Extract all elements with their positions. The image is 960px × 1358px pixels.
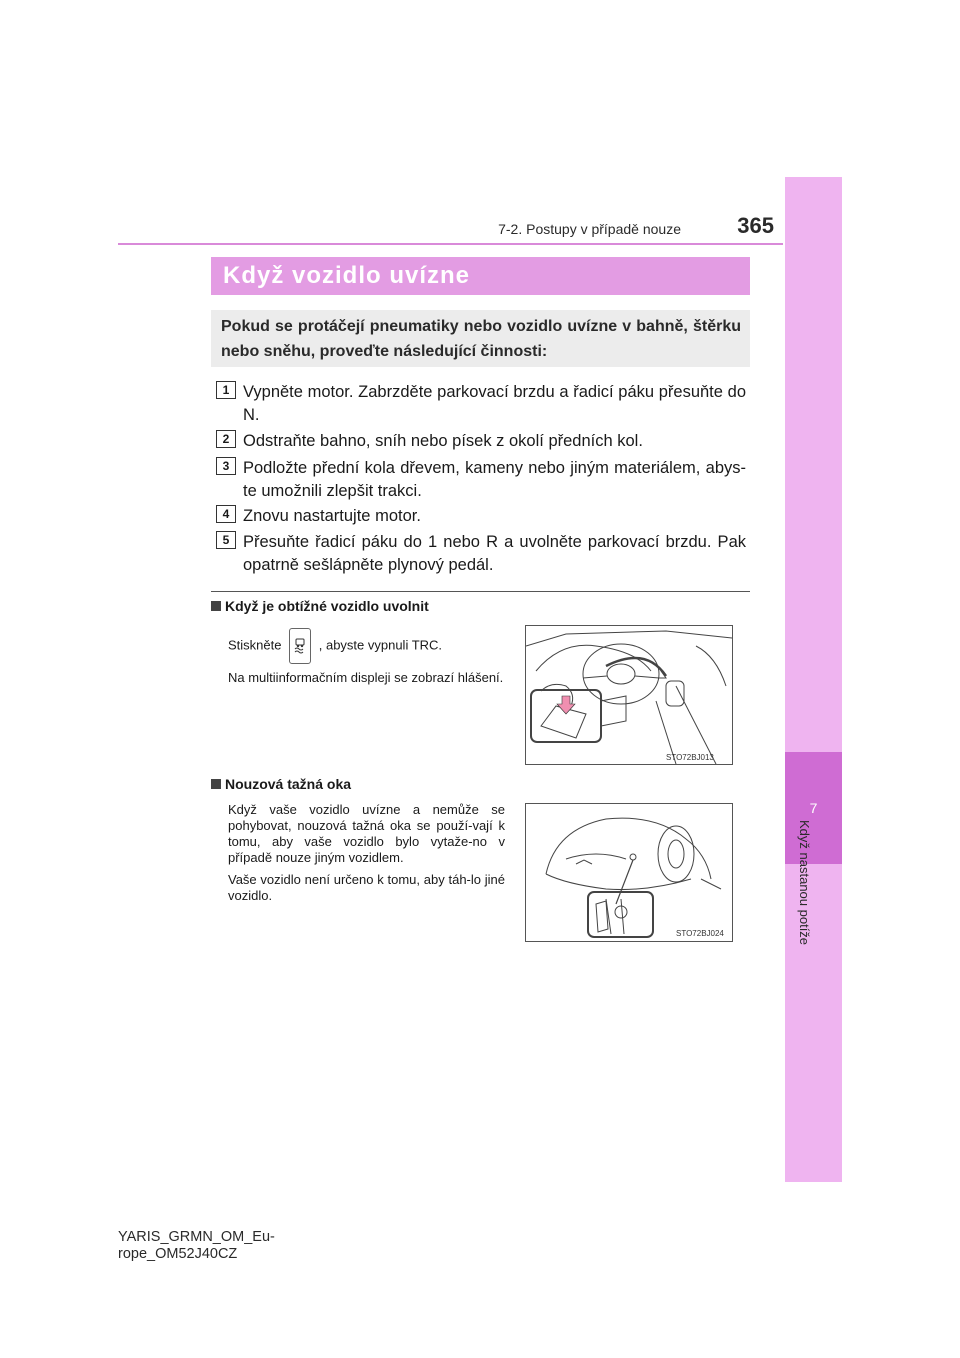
figure-code-1: STO72BJ013 <box>666 753 714 762</box>
step-number-3: 3 <box>216 457 236 475</box>
footer-line-1: YARIS_GRMN_OM_Eu- <box>118 1229 275 1245</box>
step-text-2: Odstraňte bahno, sníh nebo písek z okolí předních kol. <box>243 432 643 450</box>
dashboard-illustration <box>526 626 732 764</box>
footer-doc-id <box>118 1229 275 1263</box>
subsection-heading-1-text: Když je obtížné vozidlo uvolnit <box>225 598 429 614</box>
subsection-1-text2: Na multiinformačním displeji se zobrazí hlášení. <box>228 670 504 685</box>
subsection-2-text2: Vaše vozidlo není určeno k tomu, aby táh-lo jiné vozidlo. <box>228 872 505 903</box>
page-title: Když vozidlo uvízne <box>223 262 471 289</box>
subsection-heading-1 <box>211 598 429 614</box>
step-text-5: Přesuňte řadicí páku do 1 nebo R a uvolněte parkovací brzdu. Pak opatrně sešlápněte plynový pedál. <box>243 533 746 574</box>
page-number: 365 <box>737 213 774 238</box>
subsection-heading-2 <box>211 776 351 792</box>
step-text-4: Znovu nastartujte motor. <box>243 507 421 525</box>
intro-text: Pokud se protáčejí pneumatiky nebo vozidlo uvízne v bahně, štěrku nebo sněhu, proveďte následující činnosti: <box>221 318 741 360</box>
figure-tow-eyes <box>525 803 733 942</box>
step-number-5: 5 <box>216 531 236 549</box>
intro-box <box>211 310 750 367</box>
press-text: Stiskněte <box>228 637 282 653</box>
step-text-3: Podložte přední kola dřevem, kameny nebo jiným materiálem, abys-te umožnili zlepšit trakci. <box>243 459 746 500</box>
trc-instruction-text: , abyste vypnuli TRC. <box>318 637 443 653</box>
chapter-side-tab <box>785 177 842 1182</box>
figure-code-2: STO72BJ024 <box>676 929 724 938</box>
footer-line-2: rope_OM52J40CZ <box>118 1246 238 1262</box>
chapter-number: 7 <box>785 752 842 864</box>
bullet-square-icon <box>211 601 221 611</box>
header-rule <box>118 243 783 245</box>
trc-off-button-icon <box>289 628 311 664</box>
step-number-4: 4 <box>216 505 236 523</box>
section-divider <box>211 591 750 592</box>
step-text-1: Vypněte motor. Zabrzděte parkovací brzdu a řadicí páku přesuňte do N. <box>243 383 746 424</box>
step-number-1: 1 <box>216 381 236 399</box>
tow-eye-illustration <box>526 804 732 941</box>
page-title-bar <box>211 257 750 295</box>
chapter-label: Když nastanou potíže <box>797 820 812 946</box>
step-number-2: 2 <box>216 430 236 448</box>
section-header: 7-2. Postupy v případě nouze <box>498 221 681 237</box>
figure-dashboard-trc-button <box>525 625 733 765</box>
subsection-1-text <box>228 628 505 664</box>
chapter-label-container <box>797 820 837 970</box>
subsection-heading-2-text: Nouzová tažná oka <box>225 776 352 792</box>
bullet-square-icon <box>211 779 221 789</box>
subsection-2-text: Když vaše vozidlo uvízne a nemůže se pohybovat, nouzová tažná oka se použí-vají k tomu, aby vaše vozidlo bylo vytaže-no v případě nouze jiným vozidlem. <box>228 802 505 865</box>
